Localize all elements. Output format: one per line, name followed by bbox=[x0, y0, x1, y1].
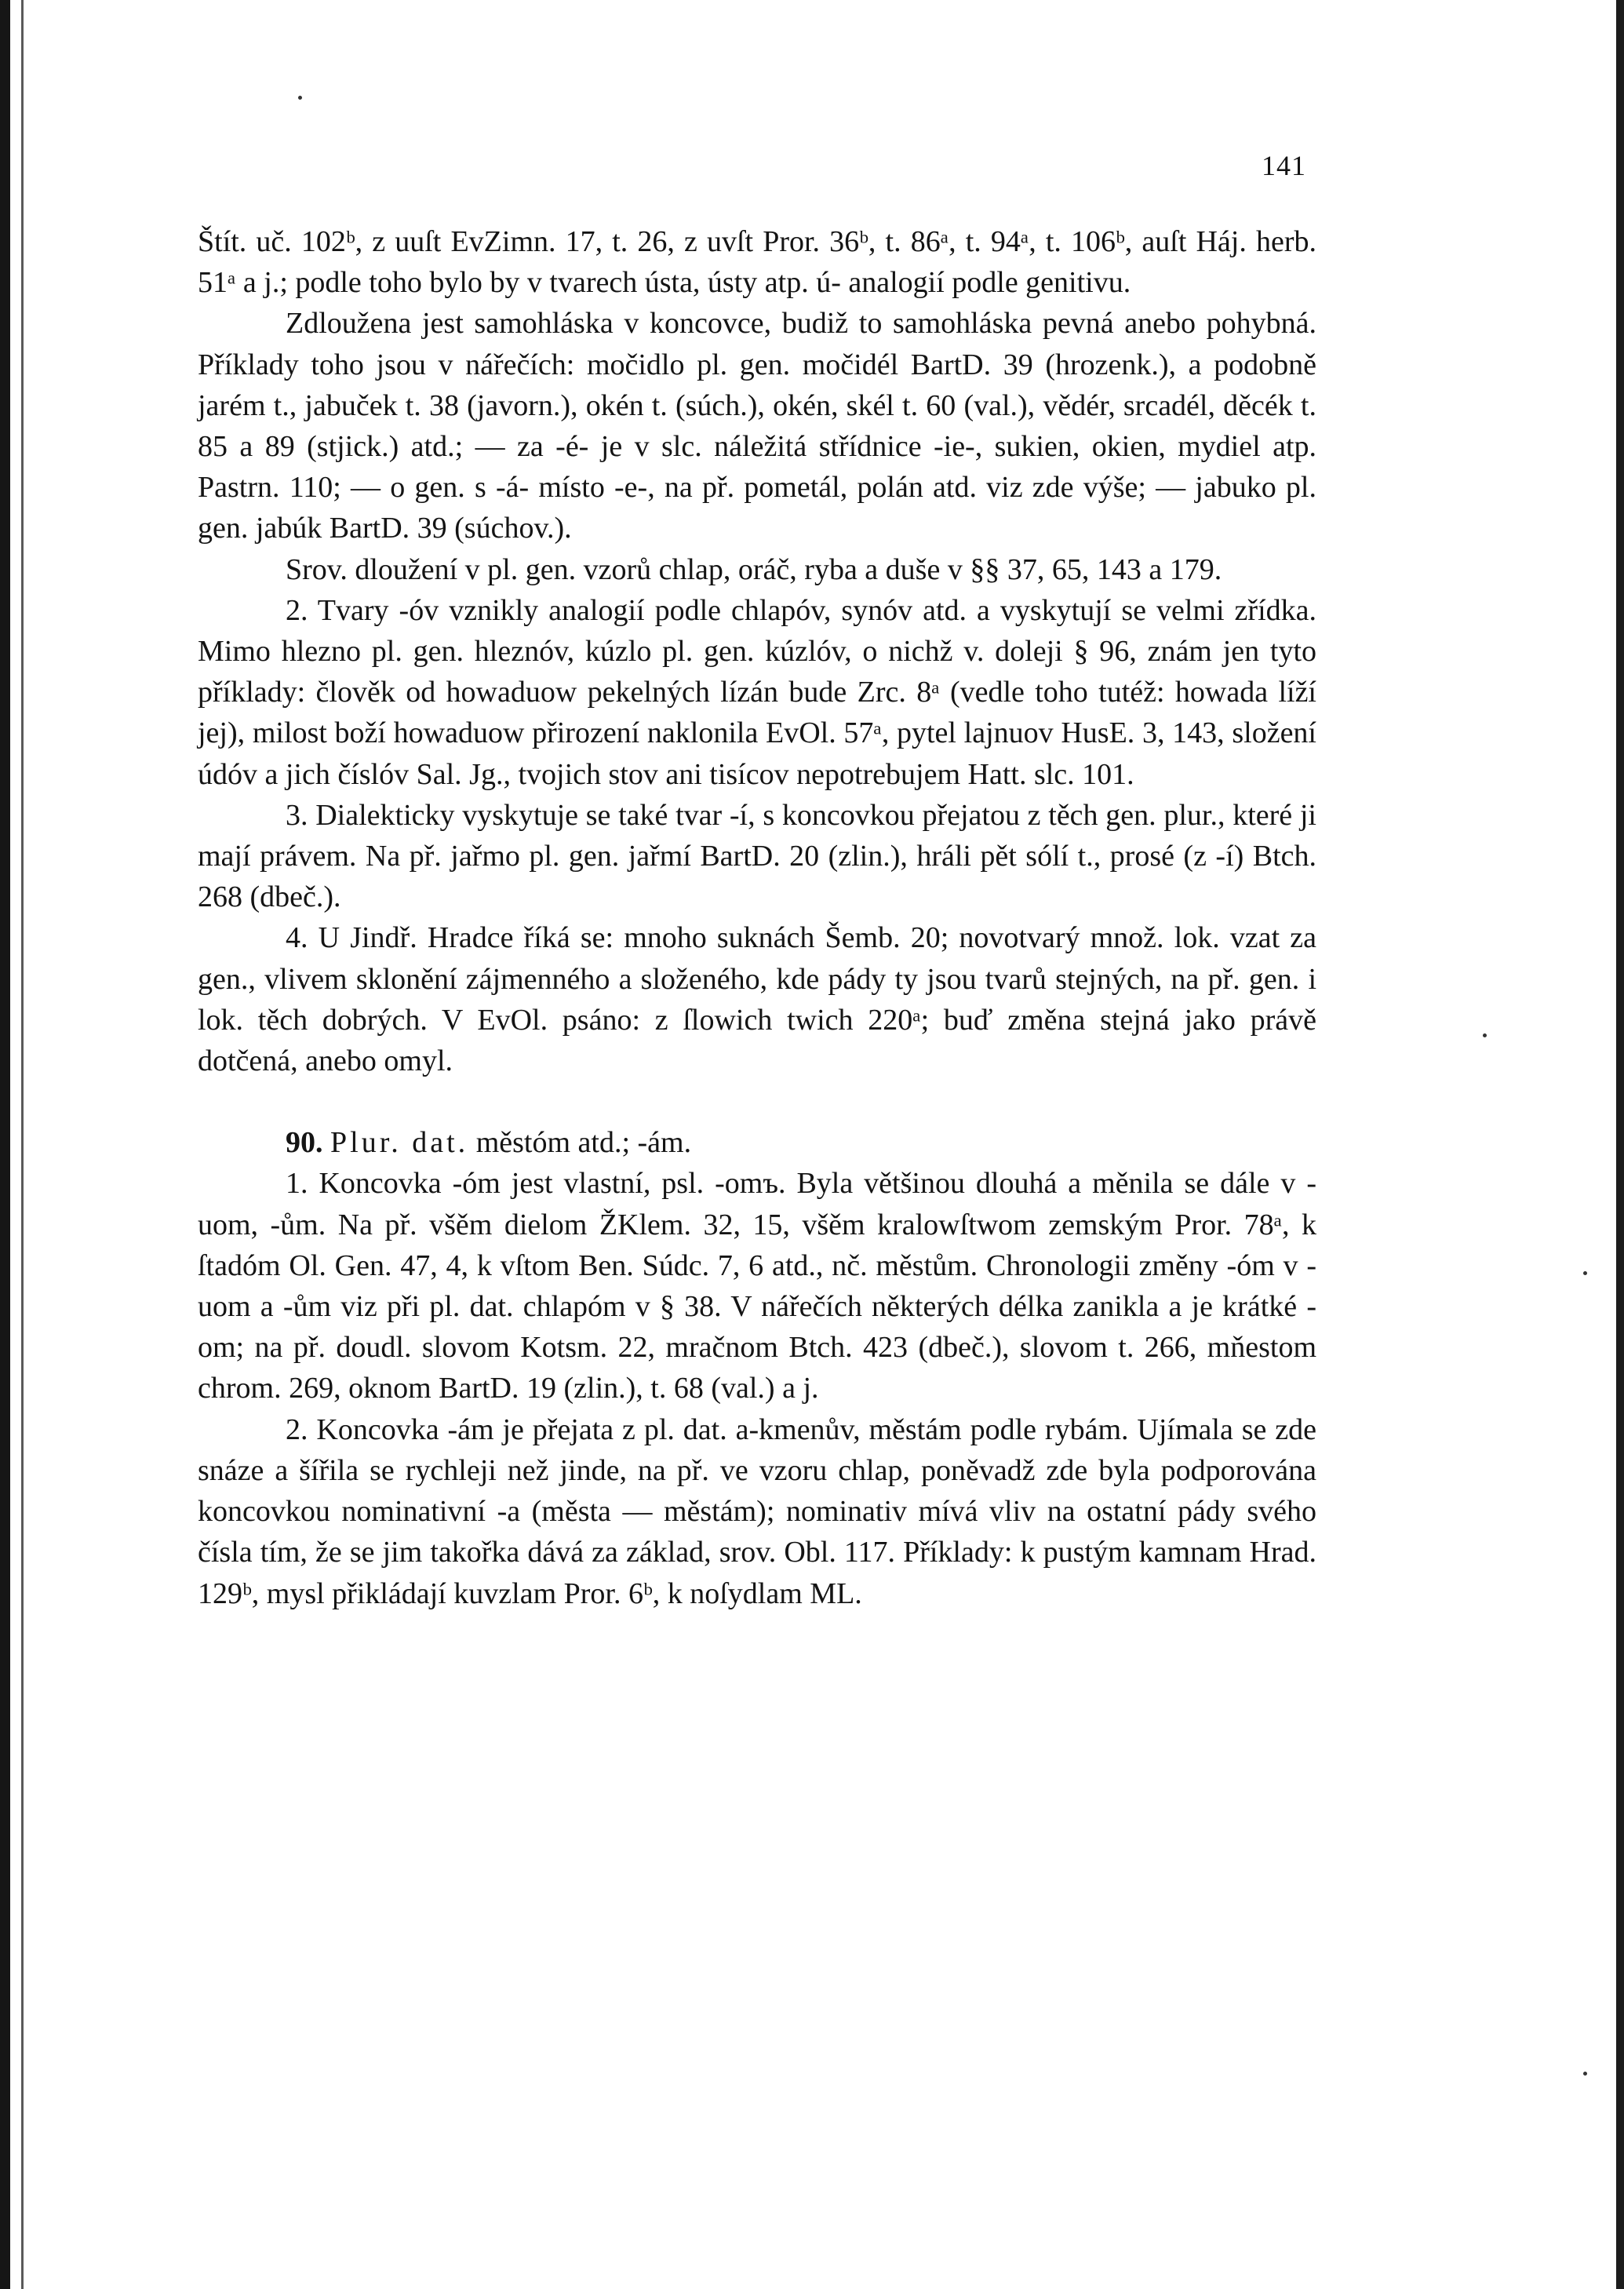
paragraph-point-3: 3. Dialekticky vyskytuje se také tvar -í, s koncovkou přejatou z těch gen. plur., které ji mají právem. Na př. jařmo pl. gen. jařmí BartD. 20 (zlin.), hráli pět sólí t., prosé (z -í) Btch. 268 (dbeč.). bbox=[198, 798, 1316, 914]
paragraph-point-2: 2. Tvary -óv vznikly analogií podle chlapóv, synóv atd. a vyskytují se velmi zřídka. Mimo hlezno pl. gen. hleznóv, kúzlo pl. gen. kúzlóv, o nichž v. doleji § 96, znám jen tyto příklady: člověk od howaduow pekelných lízán bude Zrc. 8ᵃ (vedle toho tutéž: howada líží jej), milost boží howaduow přirození naklonila EvOl. 57ᵃ, pytel lajnuov HusE. 3, 143, složení údóv a jich číslóv Sal. Jg., tvojich stov ani tisícov nepotrebujem Hatt. slc. 101. bbox=[198, 593, 1316, 791]
page-number: 141 bbox=[1262, 150, 1306, 181]
paragraph-point-4: 4. U Jindř. Hradce říká se: mnoho suknách Šemb. 20; novotvarý množ. lok. vzat za gen., vlivem sklonění zájmenného a složeného, kde pády ty jsou tvarů stejných, na př. gen. i lok. těch dobrých. V EvOl. psáno: z ſlowich twich 220ᵃ; buď změna stejná jako právě dotčená, anebo omyl. bbox=[198, 921, 1316, 1078]
page-edge-right bbox=[1616, 0, 1624, 2289]
section-label: Plur. dat. bbox=[330, 1126, 469, 1160]
paragraph-lengthening: Zdloužena jest samohláska v koncovce, budiž to samohláska pevná anebo pohybná. Příklady toho jsou v nářečích: močidlo pl. gen. močidél BartD. 39 (hrozenk.), a podobně jarém t., jabuček t. 38 (javorn.), okén t. (súch.), okén, skél t. 60 (val.), vědér, srcadél, děcék t. 85 a 89 (stjick.) atd.; — za -é- je v slc. náležitá střídnice -ie-, sukien, okien, mydiel atp. Pastrn. 110; — o gen. s -á- místo -e-, na př. pometál, polán atd. viz zde výše; — jabuko pl. gen. jabúk BartD. 39 (súchov.). bbox=[198, 307, 1316, 545]
binding-line bbox=[21, 0, 24, 2289]
section-number: 90. bbox=[286, 1126, 323, 1160]
scan-speck bbox=[1583, 2072, 1587, 2076]
paragraph-cross-reference: Srov. dloužení v pl. gen. vzorů chlap, oráč, ryba a duše v §§ 37, 65, 143 a 179. bbox=[286, 552, 1222, 586]
section-title-rest: městóm atd.; -ám. bbox=[475, 1126, 692, 1160]
scan-speck bbox=[1583, 1271, 1587, 1275]
scan-speck bbox=[298, 96, 302, 100]
page-edge-left bbox=[0, 0, 10, 2289]
section-gap bbox=[198, 1081, 1316, 1122]
section-heading bbox=[198, 1122, 1316, 1163]
paragraph-section-point-2: 2. Koncovka -ám je přejata z pl. dat. a-kmenův, městám podle rybám. Ujímala se zde snáze a šířila se rychleji než jinde, na př. ve vzoru chlap, poněvadž zde byla podporována koncovkou nominativní -a (města — městám); nominativ mívá vliv na ostatní pády svého čísla tím, že se jim takořka dává za základ, srov. Obl. 117. Příklady: k pustým kamnam Hrad. 129ᵇ, mysl přikládají kuvzlam Pror. 6ᵇ, k noſydlam ML. bbox=[198, 1412, 1316, 1610]
paragraph-section-point-1: 1. Koncovka -óm jest vlastní, psl. -omъ. Byla většinou dlouhá a měnila se dále v -uom, -ům. Na př. všěm dielom ŽKlem. 32, 15, všěm kralowſtwom zemským Pror. 78ᵃ, k ſtadóm Ol. Gen. 47, 4, k vſtom Ben. Súdc. 7, 6 atd., nč. městům. Chronologii změny -óm v -uom a -ům viz při pl. dat. chlapóm v § 38. V nářečích některých délka zanikla a je krátké -om; na př. doudl. slovom Kotsm. 22, mračnom Btch. 423 (dbeč.), slovom t. 266, mňestom chrom. 269, oknom BartD. 19 (zlin.), t. 68 (val.) a j. bbox=[198, 1167, 1316, 1405]
paragraph-continuation: Štít. uč. 102ᵇ, z uuſt EvZimn. 17, t. 26, z uvſt Pror. 36ᵇ, t. 86ᵃ, t. 94ᵃ, t. 106ᵇ, auſt Háj. herb. 51ᵃ a j.; podle toho bylo by v tvarech ústa, ústy atp. ú- analogií podle genitivu. bbox=[198, 225, 1316, 300]
body-text bbox=[198, 221, 1316, 1614]
scan-speck bbox=[1483, 1033, 1487, 1037]
